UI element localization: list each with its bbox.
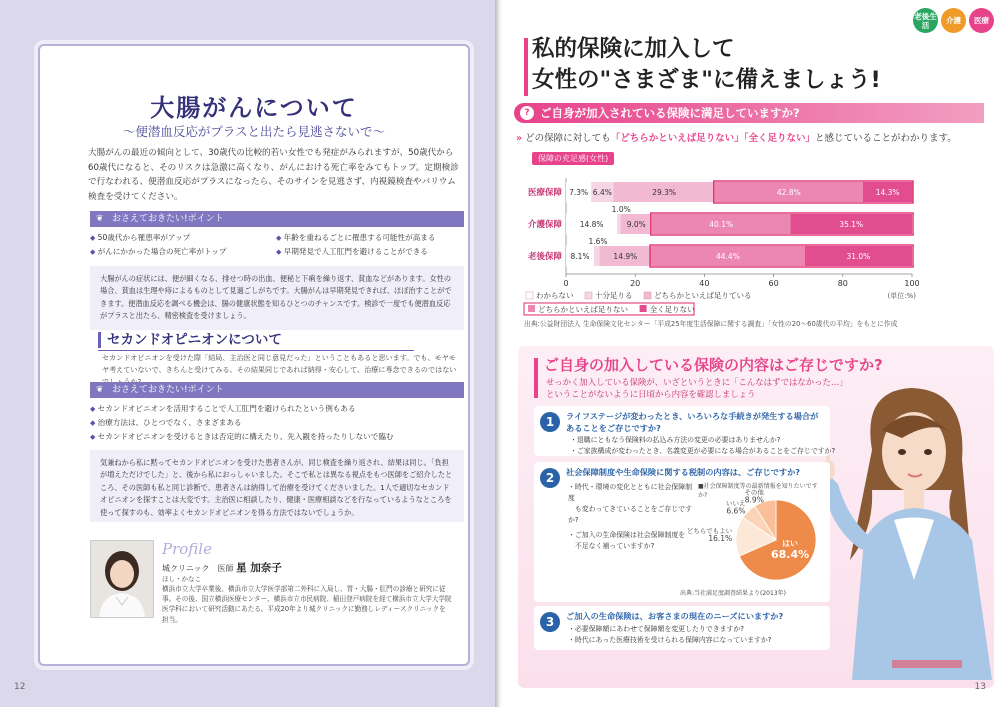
question-1-bar	[514, 103, 984, 123]
ornament-icon: ❦	[96, 214, 104, 224]
pie-slice-label: いいえ	[725, 499, 746, 508]
legend-label: どちらかといえば足りない	[538, 305, 628, 314]
bar-value-label: 9.0%	[626, 220, 646, 229]
point-heading-2	[90, 382, 464, 398]
doctor-kana: ほし・かなこ	[162, 575, 201, 583]
legend-swatch	[640, 305, 647, 312]
section-heading: セカンドオピニオンについて	[98, 332, 282, 348]
section-text: セカンドオピニオンを受けた際「結局、主治医と同じ意見だった」ということもあると思います。でも、モヤモヤ考えていないで、きちんと受けてみる、その結果同じであれば納得・安心して、治療に専念できるのではない	[102, 353, 457, 374]
item-1-line: ・退職にともなう保険料の払込み方法の変更の必要はありませんか?	[570, 436, 781, 444]
tag-medical: 医療	[969, 8, 994, 33]
x-tick-label: 0	[563, 279, 569, 288]
item-3-lines	[568, 624, 771, 646]
pie-slice-value: 16.1%	[708, 533, 733, 543]
doctor-name	[162, 560, 282, 575]
item-1-heading-line-1: ライフステージが変わったとき、いろいろな手続きが発生する場合が	[566, 411, 819, 421]
doctor-photo	[90, 540, 154, 618]
category-tags	[913, 8, 994, 33]
item-3-line: ・必要保障額にあわせて保障額を変更したりできますか?	[568, 625, 744, 633]
item-2-line: 不足なく補っていますか?	[568, 542, 655, 550]
point-item: ◆ セカンドオピニオンを活用することで人工肛門を避けられたという例もある	[90, 402, 464, 416]
pie-slice-label: どちらでもよい	[686, 526, 733, 535]
point-item: ◆ がんにかかった場合の死亡率がトップ	[90, 245, 270, 259]
item-3-heading: ご加入の生命保険は、お客さまの現在のニーズにいますか?	[566, 611, 784, 621]
bar-value-label: 8.1%	[570, 252, 590, 261]
question-2-sub-line-2: ということがないように日頃から内容を確認しましょう	[546, 389, 756, 399]
item-2-number: 2	[540, 468, 560, 488]
legend-label: どちらかといえば足りている	[654, 291, 752, 300]
category-label: 医療保障	[527, 188, 562, 198]
info-box-1: 大腸がんの症状には、便が細くなる、排せつ時の出血、便秘と下痢を繰り返す、貧血などがあります。女性の場合、貧血は生理や痔によるものとして見過ごしがちです。大腸がんは早期発見できれば、ほぼ治すことができます。便潜血反応を調べる機会は、腸の健康状態を知るひとつのチャンスです。検診で一度でも便潜血反応がプラスと出たら、精密検査を受けましょう。	[90, 266, 464, 330]
pie-slice-value: 8.9%	[744, 495, 764, 505]
page-title: 大腸がんについて	[150, 93, 358, 122]
profile-heading: Profile	[162, 540, 212, 558]
title-line-2: 女性の"さまざま"に備えましょう!	[532, 67, 881, 93]
pie-slice-value: 6.6%	[726, 506, 746, 516]
doctor-name-text: 星 加奈子	[236, 562, 282, 574]
legend-swatch	[585, 292, 592, 299]
intro-text: 大腸がんの最近の傾向として、30歳代の比較的若い女性でも発症がみられますが、50歳代から60歳代になると、そのリスクは急激に高くなり、がんにおける死亡率をみてもトップ。定期検診で行なわれる、便潜血反応がプラスになったら、そのサインを見逃さず、内視鏡検査やバリウム検査を受けてください。	[88, 148, 459, 202]
lead-highlight: 「どちらかといえば足りない」「全く足りない」	[610, 133, 815, 144]
point-heading-label: おさえておきたい!ポイント	[112, 214, 224, 224]
point-item: ◆ 年齢を重ねるごとに罹患する可能性が高まる	[276, 231, 466, 245]
item-1-heading	[566, 410, 818, 434]
bar-value-label: 1.0%	[611, 205, 631, 214]
legend-swatch	[528, 305, 535, 312]
bar-value-label: 14.9%	[613, 252, 638, 261]
bar-value-label: 31.0%	[846, 252, 871, 261]
bar-segment	[617, 214, 620, 234]
title-line-1: 私的保険に加入して	[532, 36, 735, 62]
question-2-sub-line-1: せっかく加入している保険が、いざというときに「こんなはずではなかった…」	[546, 377, 848, 387]
points-list-2	[90, 402, 464, 444]
clinic-name: 城クリニック 医師	[162, 564, 234, 573]
legend-label: 全く足りない	[649, 305, 695, 314]
category-label: 介護保障	[527, 220, 562, 230]
x-tick-label: 40	[699, 279, 710, 288]
chevrons-icon: »	[516, 133, 523, 144]
right-page	[502, 0, 1000, 707]
item-2-line: ・時代・環境の変化とともに社会保障制度	[568, 483, 693, 502]
page-subtitle: 〜便潜血反応がプラスと出たら見逃さないで〜	[122, 124, 386, 139]
section-underline	[98, 350, 414, 351]
doctor-portrait-image	[91, 541, 153, 617]
question-2-title: ご自身の加入している保険の内容はご存じですか?	[544, 356, 883, 374]
legend-swatch	[526, 292, 533, 299]
item-2-lines	[568, 482, 698, 552]
unit-label: (単位:%)	[887, 292, 916, 300]
bar-chart	[512, 168, 992, 320]
x-tick-label: 80	[837, 279, 848, 288]
doctor-bio: 横浜市立大学卒業後、横浜市立大学医学部第二外科に入局し、胃・大腸・肛門の診療と研究に従事。その後、国立横浜医療センター、横浜市立市民病院、稲田登戸病院を経て横浜市立大学大学院医学科において研究活動にあたる。平成20年より城クリニックに勤務しレディースクリニックを担当。	[162, 585, 452, 624]
lead-prefix: どの保障に対しても	[525, 133, 611, 144]
category-label: 老後保障	[527, 252, 562, 262]
title-accent-bar	[524, 38, 528, 96]
section-2-accent-bar	[534, 358, 538, 398]
points-column-1	[90, 231, 270, 259]
bar-value-label: 29.3%	[652, 188, 677, 197]
pie-slice-label: その他	[744, 488, 764, 497]
bar-value-label: 7.3%	[569, 188, 589, 197]
points-column-2	[276, 231, 466, 259]
lead-text	[516, 130, 957, 144]
pie-title: ■社会保障制度等の最新情報を知りたいですか?	[698, 483, 818, 499]
bar-value-label: 6.4%	[592, 188, 612, 197]
bar-value-label: 35.1%	[839, 220, 864, 229]
left-card	[38, 44, 470, 666]
item-2-heading: 社会保障制度や生命保険に関する税制の内容は、ご存じですか?	[566, 467, 801, 477]
item-3-line: ・時代にあった医療技術を受けられる保障内容になっていますか?	[568, 636, 772, 644]
item-1-line: ・ご家族構成が変わったとき、名義変更が必要になる場合があることをご存じですか?	[570, 447, 836, 455]
item-2-line: ・ご加入の生命保険は社会保障制度を	[568, 531, 686, 539]
x-tick-label: 60	[768, 279, 779, 288]
point-item: ◆ 50歳代から罹患率がアップ	[90, 231, 270, 245]
woman-illustration	[802, 380, 1000, 680]
info-box-2: 気兼ねから私に黙ってセカンドオピニオンを受けた患者さんが、同じ検査を繰り返され、結果は同じ。「負担が増えただけでした」と、後から私におっしゃいました。そこで私とは異なる視点をもつ医師をご紹介したところ、その医師も私と同じ診断で、患者さんは納得して治療を受けてくださいました。1人で適切なセカンドオピニオンを探すことは大変です。主治医に相談したり、健康・医療相談などを行なっているようなところを使って探すのも、効率よくセカンドオピニオンを得る方法ではないでしょうか。	[90, 450, 464, 522]
bar-value-label: 14.8%	[579, 220, 604, 229]
legend-swatch	[644, 292, 651, 299]
tag-care: 介護	[941, 8, 966, 33]
lead-suffix: と感じていることがわかります。	[814, 133, 957, 144]
bar-value-label: 40.1%	[709, 220, 734, 229]
ornament-icon: ❦	[96, 385, 104, 395]
item-3-number: 3	[540, 612, 560, 632]
page-number-right: 13	[974, 682, 986, 692]
left-page	[0, 0, 498, 707]
pie-slice-label: はい	[782, 539, 799, 549]
bar-value-label: 42.8%	[776, 188, 801, 197]
item-1-heading-line-2: あることをご存じですか?	[566, 423, 661, 433]
item-1-lines	[570, 435, 835, 457]
right-page-title	[532, 34, 881, 96]
item-2-line: も変わってきていることをご存じですか?	[568, 505, 692, 524]
point-item: ◆ 治療方法は、ひとつでなく、さまざまある	[90, 416, 464, 430]
chart-title-tag: 保障の充足感(女性)	[532, 152, 614, 165]
question-icon: ?	[520, 106, 534, 120]
item-1-number: 1	[540, 412, 560, 432]
point-item: ◆ 早期発見で人工肛門を避けることができる	[276, 245, 466, 259]
point-heading	[90, 211, 464, 227]
point-item: ◆ セカンドオピニオンを受けるときは否定的に構えたり、先入観を持ったりしないで臨む	[90, 430, 464, 444]
page-number-left: 12	[14, 682, 26, 692]
tag-retirement: 老後生活	[913, 8, 938, 33]
pie-slice-value: 68.4%	[770, 548, 810, 562]
point-heading-label: おさえておきたい!ポイント	[112, 385, 224, 395]
legend-label: 十分足りる	[595, 291, 633, 300]
bar-value-label: 44.4%	[716, 252, 740, 261]
bar-segment	[594, 246, 600, 266]
x-tick-label: 20	[630, 279, 641, 288]
bar-value-label: 1.6%	[588, 237, 608, 246]
pie-source: 出典:当社満足度調査結果より(2013年)	[680, 590, 786, 597]
x-tick-label: 100	[904, 279, 920, 288]
question-1-text: ご自身が加入されている保険に満足していますか?	[540, 106, 800, 120]
bar-value-label: 14.3%	[875, 188, 900, 197]
chart-source: 出典:公益財団法人 生命保険文化センター「平成25年度生活保障に関する調査」「女性の20〜60歳代の平均」をもとに作成	[524, 320, 898, 328]
legend-label: わからない	[536, 291, 574, 300]
